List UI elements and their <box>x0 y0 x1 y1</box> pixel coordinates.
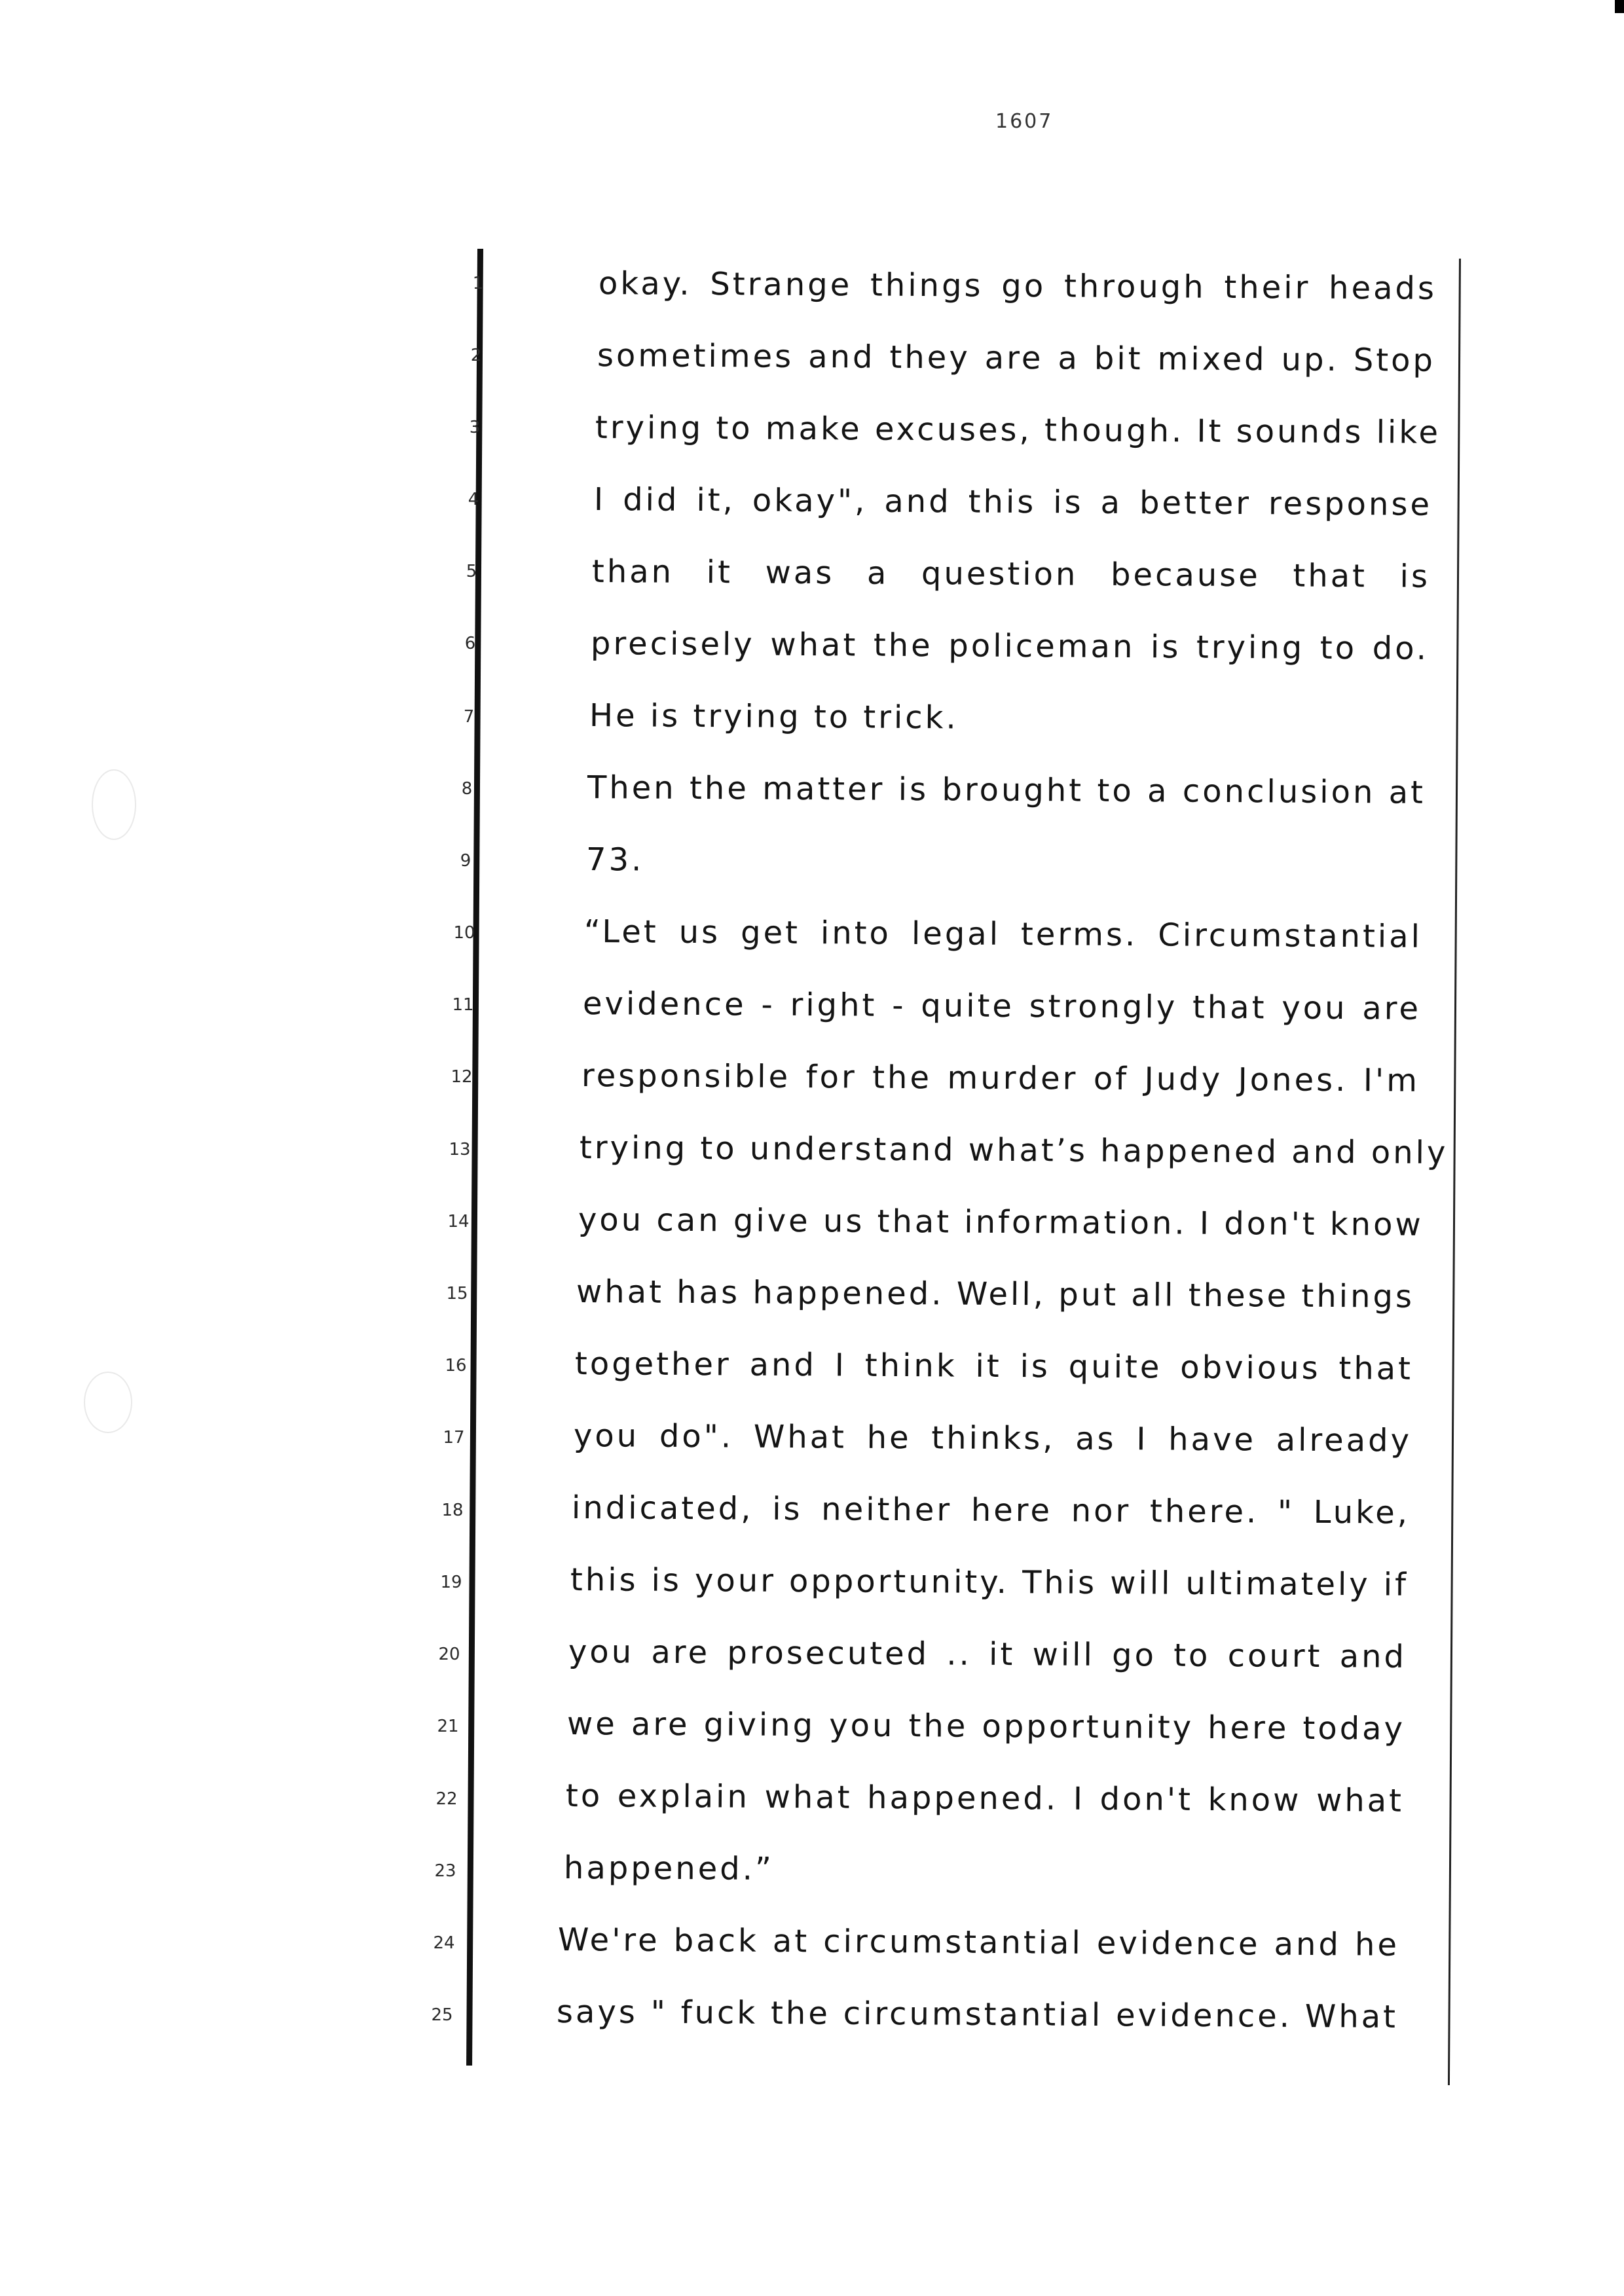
line-number: 22 <box>435 1789 458 1809</box>
transcript-line: trying to make excuses, though. It sounds like <box>595 409 1441 451</box>
line-number: 8 <box>461 779 473 799</box>
transcript-line: We're back at circumstantial evidence and he <box>557 1922 1400 1963</box>
transcript-line: sometimes and they are a bit mixed up. Stop <box>597 337 1436 379</box>
line-number: 13 <box>449 1140 471 1159</box>
line-number: 14 <box>447 1212 470 1231</box>
transcript-line: trying to understand what’s happened and only <box>579 1129 1449 1172</box>
line-number: 19 <box>440 1573 462 1592</box>
transcript-line: I did it, okay", and this is a better response <box>593 481 1433 523</box>
transcript-line: what has happened. Well, put all these things <box>576 1273 1415 1315</box>
hole-punch-mark <box>92 769 136 840</box>
transcript-line: okay. Strange things go through their heads <box>598 265 1437 307</box>
line-number: 2 <box>470 346 482 365</box>
page-number: 1607 <box>995 110 1054 133</box>
line-number: 20 <box>438 1645 460 1664</box>
line-number: 1 <box>472 274 484 293</box>
transcript-line: you do". What he thinks, as I have already <box>573 1417 1412 1459</box>
line-number: 3 <box>469 418 481 437</box>
line-number: 23 <box>434 1861 456 1881</box>
line-number: 4 <box>468 490 479 509</box>
transcript-line: “Let us get into legal terms. Circumstantial <box>583 913 1423 955</box>
transcript-line: together and I think it is quite obvious that <box>574 1345 1414 1387</box>
transcript-line: He is trying to trick. <box>589 697 959 737</box>
transcript-line: Then the matter is brought to a conclusion at <box>587 769 1426 811</box>
line-number: 10 <box>453 923 475 943</box>
transcript-line: you are prosecuted .. it will go to court and <box>568 1633 1407 1675</box>
hole-punch-mark <box>84 1372 132 1433</box>
transcript-line: this is your opportunity. This will ultimately if <box>570 1561 1409 1603</box>
transcript-line: we are giving you the opportunity here today <box>566 1705 1406 1747</box>
transcript-line: responsible for the murder of Judy Jones. I'm <box>581 1057 1420 1099</box>
right-margin-rule <box>1448 259 1461 2085</box>
transcript-line: indicated, is neither here nor there. " Luke, <box>571 1489 1411 1531</box>
top-corner-mark <box>1615 0 1624 13</box>
transcript-line: you can give us that information. I don't know <box>578 1201 1424 1243</box>
line-number: 11 <box>452 995 474 1015</box>
transcript-line: happened.” <box>563 1850 775 1887</box>
line-number: 25 <box>431 2005 453 2025</box>
transcript-line: to explain what happened. I don't know what <box>565 1777 1405 1819</box>
line-number: 12 <box>451 1067 473 1087</box>
line-number: 5 <box>466 562 477 581</box>
transcript-line: than it was a question because that is <box>591 553 1431 595</box>
line-number: 24 <box>433 1933 455 1953</box>
transcript-line: evidence - right - quite strongly that you are <box>582 985 1422 1027</box>
line-number: 16 <box>445 1356 467 1376</box>
transcript-line: precisely what the policeman is trying to do. <box>590 625 1430 667</box>
line-number: 21 <box>437 1717 459 1736</box>
line-number: 18 <box>441 1501 464 1520</box>
line-number: 15 <box>446 1284 468 1303</box>
transcript-line: 73. <box>585 841 644 879</box>
line-number: 9 <box>460 851 471 871</box>
transcript-line: says " fuck the circumstantial evidence. What <box>556 1994 1399 2035</box>
line-number: 7 <box>463 707 475 727</box>
line-number: 17 <box>443 1428 465 1448</box>
line-number: 6 <box>464 634 476 653</box>
